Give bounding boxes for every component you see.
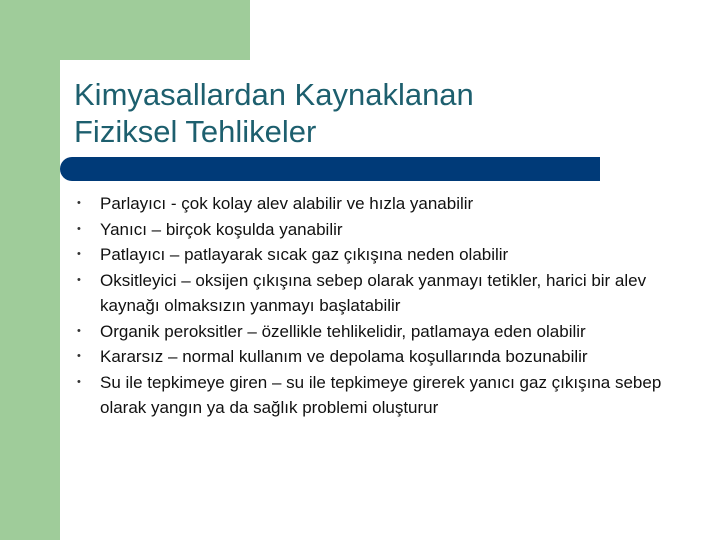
bullet-icon: •	[77, 273, 81, 286]
bullet-item-kararsiz	[77, 344, 682, 370]
bullet-text: Patlayıcı – patlayarak sıcak gaz çıkışına neden olabilir	[100, 245, 509, 264]
bullet-text: Parlayıcı - çok kolay alev alabilir ve hızla yanabilir	[100, 194, 474, 213]
title-underline-bar	[60, 157, 600, 181]
bullet-text: Kararsız – normal kullanım ve depolama koşullarında bozunabilir	[100, 347, 588, 366]
bullet-item-oksitleyici	[77, 268, 682, 319]
bullet-icon: •	[77, 350, 81, 362]
bullet-item-organik-peroksitler	[77, 319, 682, 345]
bullet-text: Organik peroksitler – özellikle tehlikelidir, patlamaya eden olabilir	[100, 321, 586, 341]
bullet-item-su-ile-tepkimeye-giren	[77, 370, 682, 421]
top-green-block	[0, 0, 250, 60]
title-line-2: Fiziksel Tehlikeler	[74, 114, 317, 149]
bullet-icon: •	[77, 375, 81, 388]
bullet-icon: •	[77, 222, 81, 235]
bullet-text: Oksitleyici – oksijen çıkışına sebep olarak yanmayı tetikler, harici bir alev kaynağı olmaksızın yanmayı başlatabilir	[100, 270, 647, 315]
bullet-item-parlayici	[77, 191, 682, 217]
slide-title	[74, 76, 694, 150]
bullet-icon: •	[77, 248, 81, 260]
bullet-text: Su ile tepkimeye giren – su ile tepkimeye girerek yanıcı gaz çıkışına sebep olarak yangın ya da sağlık problemi oluşturur	[100, 372, 662, 417]
bullet-icon: •	[77, 324, 81, 337]
bullet-list	[77, 191, 682, 421]
left-green-band	[0, 0, 60, 540]
bullet-text: Yanıcı – birçok koşulda yanabilir	[100, 219, 343, 239]
bullet-item-patlayici	[77, 242, 682, 268]
bullet-icon: •	[77, 197, 81, 209]
title-line-1: Kimyasallardan Kaynaklanan	[74, 77, 474, 112]
bullet-item-yanici	[77, 217, 682, 243]
